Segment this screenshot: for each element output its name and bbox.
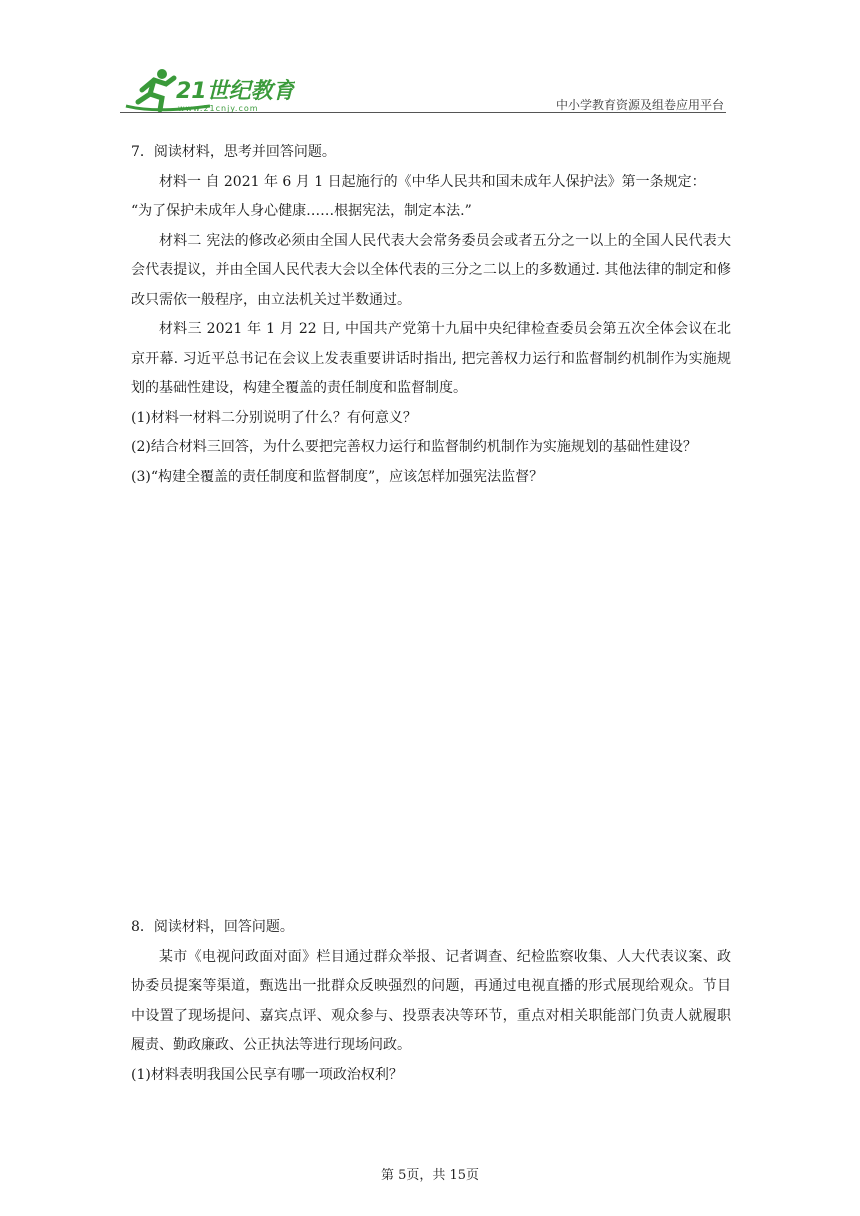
sub-question-2: (2)结合材料三回答，为什么要把完善权力运行和监督制约机制作为实施规划的基础性建设？ [131,439,697,455]
svg-text:21世纪教育: 21世纪教育 [176,79,295,104]
question-8-title: 8．阅读材料，回答问题。 [131,919,294,935]
sub-question-1: (1)材料一材料二分别说明了什么？有何意义？ [131,409,417,426]
material-1-line-2: “为了保护未成年人身心健康……根据宪法，制定本法.” [131,203,472,219]
question-7-title: 7．阅读材料，思考并回答问题。 [131,144,336,160]
page-footer: 第 5页，共 15页 [380,1168,480,1183]
material-3: 材料三 2021 年 1 月 22 日, 中国共产党第十九届中央纪律检查委员会第五次全体会议在北京开幕. 习近平总书记在会议上发表重要讲话时指出, 把完善权力运行和监督制约机制作为实施规划的基础性建设，构建全覆盖的责任制度和监督制度。 [131,321,731,396]
question-8 [131,913,731,1090]
question-8-material: 某市《电视问政面对面》栏目通过群众举报、记者调查、纪检监察收集、人大代表议案、政协委员提案等渠道，甄选出一批群众反映强烈的问题，再通过电视直播的形式展现给观众。节目中设置了现场提问、嘉宾点评、观众参与、投票表决等环节，重点对相关职能部门负责人就履职履责、勤政廉政、公正执法等进行现场问政。 [131,948,731,1053]
logo-21cnjy [120,66,295,114]
question-7 [131,138,731,492]
question-8-sub-1: (1)材料表明我国公民享有哪一项政治权利？ [131,1066,403,1083]
svg-text:www.21cnjy.com: www.21cnjy.com [178,104,259,113]
sub-question-3: (3)“构建全覆盖的责任制度和监督制度”，应该怎样加强宪法监督？ [131,468,544,485]
material-2: 材料二 宪法的修改必须由全国人民代表大会常务委员会或者五分之一以上的全国人民代表大会代表提议，并由全国人民代表大会以全体代表的三分之二以上的多数通过. 其他法律的制定和修改只需依一般程序，由立法机关过半数通过。 [131,232,731,308]
platform-name: 中小学教育资源及组卷应用平台 [555,98,724,112]
header-divider [120,112,726,113]
material-1-line-1: 材料一 自 2021 年 6 月 1 日起施行的《中华人民共和国未成年人保护法》第一条规定： [159,173,706,190]
page-header [120,66,726,114]
